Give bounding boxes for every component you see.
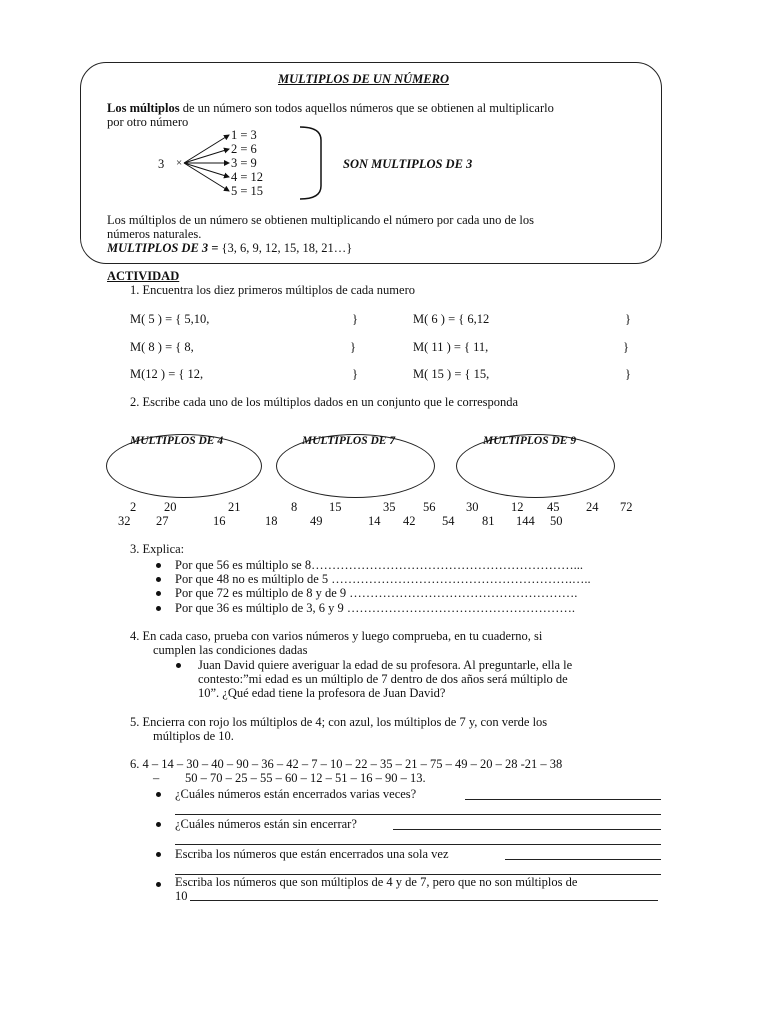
- number: 56: [423, 500, 436, 514]
- arrow-2: [184, 149, 229, 163]
- q6-item: Escriba los números que son múltiplos de 4 y de 7, pero que no son múltiplos de: [175, 875, 578, 889]
- m-item-close: }: [625, 312, 631, 326]
- number: 27: [156, 514, 169, 528]
- number: 45: [547, 500, 560, 514]
- question-2: 2. Escribe cada uno de los múltiplos dados en un conjunto que le corresponda: [130, 395, 519, 409]
- definition-line-2: por otro número: [107, 115, 189, 129]
- m-item: M( 15 ) = { 15,: [413, 367, 490, 381]
- q6-item-continuation: 10: [175, 889, 188, 903]
- q6-item: ¿Cuáles números están encerrados varias veces?: [175, 787, 417, 801]
- number: 72: [620, 500, 633, 514]
- explanation-line-2: números naturales.: [107, 227, 202, 241]
- number: 54: [442, 514, 455, 528]
- q6-item: Escriba los números que están encerrados una sola vez: [175, 847, 449, 861]
- curly-brace: [300, 127, 321, 199]
- bullet-icon: [156, 852, 161, 857]
- number: 81: [482, 514, 495, 528]
- question-4-line-1: 4. En cada caso, prueba con varios números y luego comprueba, en tu cuaderno, si: [130, 629, 543, 643]
- m-item-close: }: [350, 340, 356, 354]
- multiples-set: [107, 241, 352, 255]
- number: 16: [213, 514, 226, 528]
- number: 144: [516, 514, 535, 528]
- bullet-icon: [156, 591, 161, 596]
- product-row: 5 = 15: [231, 184, 264, 198]
- number: 42: [403, 514, 416, 528]
- m-item-close: }: [352, 312, 358, 326]
- number: 32: [118, 514, 131, 528]
- answer-line[interactable]: [175, 844, 661, 845]
- answer-line[interactable]: [190, 900, 658, 901]
- number: 49: [310, 514, 323, 528]
- actividad-heading: ACTIVIDAD: [107, 269, 180, 283]
- number: 2: [130, 500, 137, 514]
- answer-line[interactable]: [465, 799, 661, 800]
- number: 21: [228, 500, 241, 514]
- arrow-5: [184, 163, 229, 191]
- bullet-icon: [176, 663, 181, 668]
- bullet-icon: [156, 882, 161, 887]
- q6-item: ¿Cuáles números están sin encerrar?: [175, 817, 357, 831]
- m-item: M( 5 ) = { 5,10,: [130, 312, 210, 326]
- q3-item: Por que 56 es múltiplo se 8………………………………………………………...: [175, 558, 583, 572]
- explanation-line-1: Los múltiplos de un número se obtienen multiplicando el número por cada uno de los: [107, 213, 534, 227]
- base-number: 3: [158, 157, 165, 171]
- product-row: 4 = 12: [231, 170, 264, 184]
- answer-line[interactable]: [175, 814, 661, 815]
- set-label-7: MULTIPLOS DE 7: [302, 435, 396, 447]
- number: 14: [368, 514, 381, 528]
- question-4-sub-1: Juan David quiere averiguar la edad de su profesora. Al preguntarle, ella le: [198, 658, 573, 672]
- page-title: MULTIPLOS DE UN NÚMERO: [278, 72, 449, 86]
- question-4-sub-3: 10”. ¿Qué edad tiene la profesora de Juan David?: [198, 686, 446, 700]
- definition-bold: Los múltiplos: [107, 101, 180, 115]
- m-item: M( 11 ) = { 11,: [413, 340, 489, 354]
- question-3: 3. Explica:: [130, 542, 185, 556]
- set-label: MULTIPLOS DE 3 =: [107, 241, 219, 255]
- answer-line[interactable]: [393, 829, 661, 830]
- bullet-icon: [156, 792, 161, 797]
- product-row: 3 = 9: [231, 156, 257, 170]
- question-4-line-2: cumplen las condiciones dadas: [153, 643, 308, 657]
- number: 50: [550, 514, 563, 528]
- bullet-icon: [156, 577, 161, 582]
- question-4-sub-2: contesto:”mi edad es un múltiplo de 7 dentro de dos años será múltiplo de: [198, 672, 568, 686]
- question-5-line-1: 5. Encierra con rojo los múltiplos de 4; con azul, los múltiplos de 7 y, con verde los: [130, 715, 548, 729]
- question-6-dash: –: [153, 771, 160, 785]
- bullet-icon: [156, 822, 161, 827]
- question-6-line-2: 50 – 70 – 25 – 55 – 60 – 12 – 51 – 16 – 90 – 13.: [185, 771, 426, 785]
- bullet-icon: [156, 606, 161, 611]
- question-1: 1. Encuentra los diez primeros múltiplos de cada numero: [130, 283, 415, 297]
- number: 24: [586, 500, 599, 514]
- number: 20: [164, 500, 177, 514]
- question-5-line-2: múltiplos de 10.: [153, 729, 234, 743]
- number: 12: [511, 500, 524, 514]
- m-item: M(12 ) = { 12,: [130, 367, 204, 381]
- m-item: M( 6 ) = { 6,12: [413, 312, 490, 326]
- q3-item: Por que 72 es múltiplo de 8 y de 9 ……………………………………………….: [175, 586, 578, 600]
- product-row: 1 = 3: [231, 128, 257, 142]
- answer-line[interactable]: [505, 859, 661, 860]
- q3-item: Por que 36 es múltiplo de 3, 6 y 9 ……………………………………………….: [175, 601, 575, 615]
- question-6-line-1: 6. 4 – 14 – 30 – 40 – 90 – 36 – 42 – 7 – 10 – 22 – 35 – 21 – 75 – 49 – 20 – 28 -21 – 38: [130, 757, 563, 771]
- son-multiplos-label: SON MULTIPLOS DE 3: [343, 157, 473, 171]
- set-label-4: MULTIPLOS DE 4: [130, 435, 224, 447]
- number: 18: [265, 514, 278, 528]
- arrow-1: [184, 135, 229, 163]
- number: 15: [329, 500, 342, 514]
- number: 30: [466, 500, 479, 514]
- bullet-icon: [156, 563, 161, 568]
- m-item-close: }: [625, 367, 631, 381]
- arrow-4: [184, 163, 229, 177]
- definition-rest: de un número son todos aquellos números que se obtienen al multiplicarlo: [179, 101, 554, 115]
- set-values: {3, 6, 9, 12, 15, 18, 21…}: [218, 241, 353, 255]
- product-row: 2 = 6: [231, 142, 257, 156]
- times-sign: ×: [176, 157, 183, 169]
- number: 8: [291, 500, 298, 514]
- q3-item: Por que 48 no es múltiplo de 5 ………………………………………………….…..: [175, 572, 591, 586]
- m-item-close: }: [623, 340, 629, 354]
- m-item: M( 8 ) = { 8,: [130, 340, 194, 354]
- set-label-9: MULTIPLOS DE 9: [483, 435, 577, 447]
- number: 35: [383, 500, 396, 514]
- m-item-close: }: [352, 367, 358, 381]
